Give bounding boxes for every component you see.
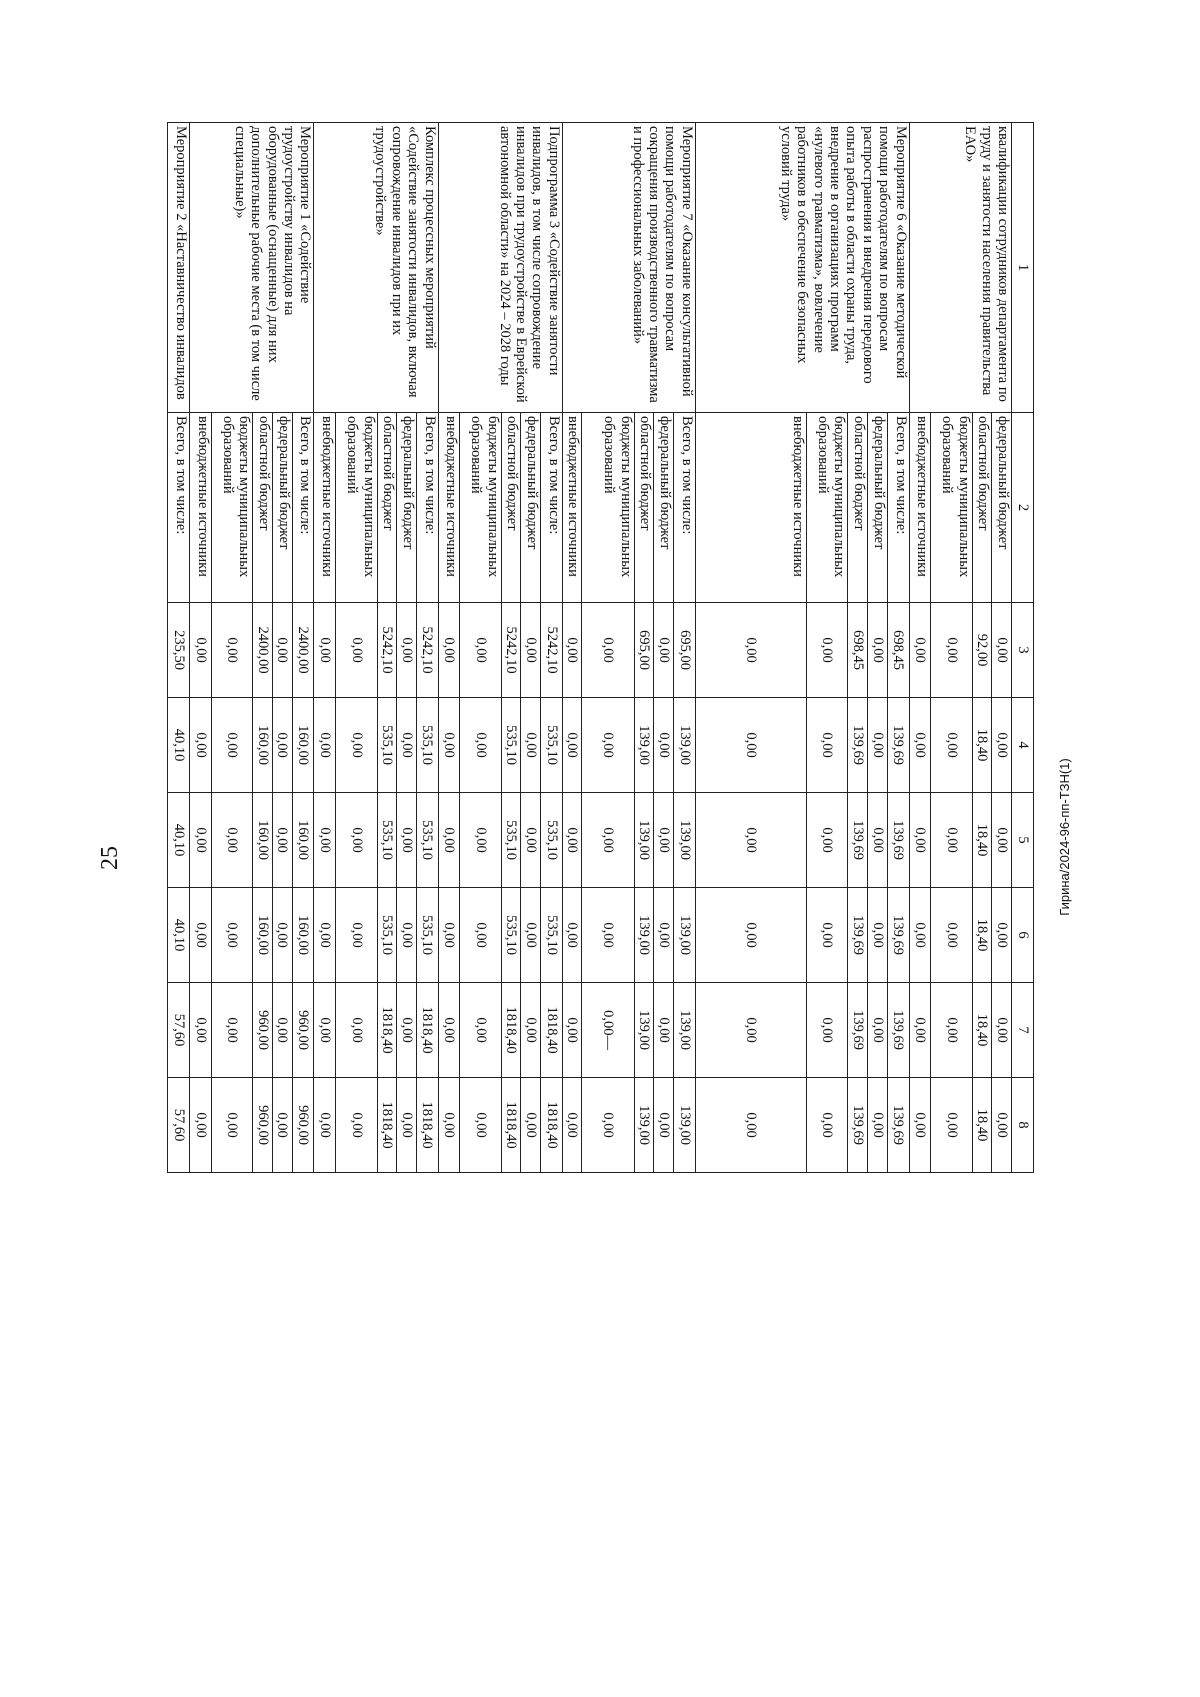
amount-cell: 5242,10 [501, 603, 521, 698]
funding-source-cell: федеральный бюджет [654, 413, 674, 603]
amount-cell: 57,60 [168, 1078, 190, 1173]
amount-cell: 0,00 [521, 603, 541, 698]
table-row [292, 123, 314, 1173]
program-name-cell: Мероприятие 6 «Оказание методической помощи работодателям по вопросам распространения и внедрения передового опыта работы в области охраны труда, внедрение в организациях программ «нулевого травматизма», вовлечение работников в обеспечение безопасных условий труда» [695, 123, 909, 413]
amount-cell: 0,00 [190, 603, 212, 698]
amount-cell: 139,69 [887, 1078, 909, 1173]
amount-cell: 0,00 [336, 603, 377, 698]
amount-cell: 18,40 [972, 793, 992, 888]
amount-cell: 2400,00 [292, 603, 314, 698]
amount-cell: 40,10 [168, 888, 190, 983]
amount-cell: 535,10 [377, 698, 397, 793]
funding-source-cell: внебюджетные источники [314, 413, 336, 603]
column-header: 5 [1012, 793, 1034, 888]
page-number: 25 [97, 846, 123, 870]
amount-cell: 139,00 [634, 1078, 654, 1173]
amount-cell: 0,00 [807, 698, 848, 793]
funding-source-cell: Всего, в том числе: [292, 413, 314, 603]
amount-cell: 40,10 [168, 698, 190, 793]
table-row [674, 123, 696, 1173]
amount-cell: 698,45 [848, 603, 868, 698]
funding-source-cell: областной бюджет [501, 413, 521, 603]
amount-cell: 0,00 [992, 603, 1012, 698]
amount-cell: 139,00 [674, 793, 696, 888]
amount-cell: 0,00 [909, 983, 931, 1078]
amount-cell: 0,00 [931, 603, 972, 698]
amount-cell: 695,00 [674, 603, 696, 698]
amount-cell: 18,40 [972, 1078, 992, 1173]
amount-cell: 160,00 [253, 793, 273, 888]
amount-cell: 0,00 [807, 983, 848, 1078]
amount-cell: 139,00 [634, 793, 654, 888]
amount-cell: 139,69 [848, 888, 868, 983]
amount-cell: 0,00 [562, 1078, 582, 1173]
amount-cell: 0,00 [211, 888, 252, 983]
amount-cell: 695,00 [634, 603, 654, 698]
amount-cell: 960,00 [292, 983, 314, 1078]
amount-cell: 0,00 [211, 698, 252, 793]
amount-cell: 0,00 [582, 793, 634, 888]
amount-cell: 139,69 [887, 793, 909, 888]
funding-source-cell: внебюджетные источники [909, 413, 931, 603]
amount-cell: 0,00 [992, 888, 1012, 983]
amount-cell: 0,00 [562, 888, 582, 983]
amount-cell: 139,00 [634, 888, 654, 983]
amount-cell: 0,00 [314, 793, 336, 888]
amount-cell: 0,00 [695, 603, 806, 698]
amount-cell: 0,00 [397, 603, 417, 698]
amount-cell: 139,00 [634, 698, 654, 793]
program-name-cell: Мероприятие 2 «Наставничество инвалидов [168, 123, 190, 413]
amount-cell: 139,69 [887, 698, 909, 793]
column-header: 1 [1012, 123, 1034, 413]
amount-cell: 0,00 [211, 983, 252, 1078]
amount-cell: 535,10 [377, 888, 397, 983]
funding-source-cell: бюджеты муниципальных образований [211, 413, 252, 603]
amount-cell: 0,00 [336, 888, 377, 983]
amount-cell: 0,00 [909, 888, 931, 983]
amount-cell: 0,00— [582, 983, 634, 1078]
amount-cell: 160,00 [253, 698, 273, 793]
amount-cell: 0,00 [438, 793, 460, 888]
amount-cell: 1818,40 [416, 1078, 438, 1173]
amount-cell: 0,00 [931, 793, 972, 888]
amount-cell: 0,00 [909, 1078, 931, 1173]
amount-cell: 0,00 [190, 698, 212, 793]
funding-source-cell: бюджеты муниципальных образований [460, 413, 501, 603]
amount-cell: 535,10 [541, 698, 563, 793]
amount-cell: 0,00 [868, 793, 888, 888]
amount-cell: 0,00 [582, 888, 634, 983]
amount-cell: 535,10 [501, 698, 521, 793]
amount-cell: 57,60 [168, 983, 190, 1078]
program-name-cell: Мероприятие 7 «Оказание консультативной помощи работодателям по вопросам сокращения производственного травматизма и профессиональных заболеваний» [562, 123, 695, 413]
amount-cell: 1818,40 [377, 983, 397, 1078]
amount-cell: 0,00 [695, 983, 806, 1078]
amount-cell: 0,00 [868, 603, 888, 698]
amount-cell: 139,69 [848, 983, 868, 1078]
amount-cell: 0,00 [909, 793, 931, 888]
amount-cell: 0,00 [521, 698, 541, 793]
column-header: 2 [1012, 413, 1034, 603]
amount-cell: 139,00 [674, 698, 696, 793]
amount-cell: 0,00 [695, 888, 806, 983]
amount-cell: 0,00 [397, 888, 417, 983]
header-row [1012, 123, 1034, 1173]
amount-cell: 0,00 [272, 888, 292, 983]
amount-cell: 0,00 [211, 1078, 252, 1173]
amount-cell: 0,00 [521, 793, 541, 888]
amount-cell: 535,10 [501, 793, 521, 888]
document-footer-code: Гирина/2024-96-пп-ТЗН(1) [1057, 758, 1072, 916]
amount-cell: 1818,40 [501, 983, 521, 1078]
funding-source-cell: внебюджетные источники [190, 413, 212, 603]
table-row [168, 123, 190, 1173]
funding-source-cell: федеральный бюджет [992, 413, 1012, 603]
amount-cell: 960,00 [292, 1078, 314, 1173]
amount-cell: 535,10 [416, 888, 438, 983]
amount-cell: 960,00 [253, 1078, 273, 1173]
funding-source-cell: внебюджетные источники [562, 413, 582, 603]
amount-cell: 139,00 [674, 1078, 696, 1173]
amount-cell: 139,69 [887, 888, 909, 983]
column-header: 7 [1012, 983, 1034, 1078]
amount-cell: 0,00 [272, 1078, 292, 1173]
funding-source-cell: Всего, в том числе: [887, 413, 909, 603]
amount-cell: 535,10 [541, 793, 563, 888]
amount-cell: 535,10 [416, 698, 438, 793]
amount-cell: 0,00 [460, 983, 501, 1078]
amount-cell: 0,00 [397, 1078, 417, 1173]
amount-cell: 18,40 [972, 888, 992, 983]
amount-cell: 139,69 [887, 983, 909, 1078]
table-row [541, 123, 563, 1173]
amount-cell: 2400,00 [253, 603, 273, 698]
amount-cell: 0,00 [460, 1078, 501, 1173]
amount-cell: 0,00 [992, 793, 1012, 888]
amount-cell: 0,00 [438, 888, 460, 983]
amount-cell: 0,00 [654, 698, 674, 793]
amount-cell: 0,00 [868, 698, 888, 793]
amount-cell: 160,00 [253, 888, 273, 983]
funding-source-cell: федеральный бюджет [868, 413, 888, 603]
funding-source-cell: областной бюджет [972, 413, 992, 603]
amount-cell: 0,00 [521, 1078, 541, 1173]
amount-cell: 0,00 [562, 603, 582, 698]
amount-cell: 0,00 [190, 888, 212, 983]
amount-cell: 160,00 [292, 698, 314, 793]
amount-cell: 0,00 [460, 793, 501, 888]
rotated-table-container [167, 122, 1034, 1172]
amount-cell: 5242,10 [541, 603, 563, 698]
amount-cell: 139,69 [848, 1078, 868, 1173]
amount-cell: 0,00 [562, 983, 582, 1078]
funding-source-cell: внебюджетные источники [695, 413, 806, 603]
amount-cell: 0,00 [314, 888, 336, 983]
amount-cell: 160,00 [292, 888, 314, 983]
amount-cell: 40,10 [168, 793, 190, 888]
funding-table [167, 122, 1034, 1173]
amount-cell: 0,00 [562, 793, 582, 888]
amount-cell: 0,00 [460, 603, 501, 698]
funding-source-cell: федеральный бюджет [521, 413, 541, 603]
amount-cell: 0,00 [314, 603, 336, 698]
column-header: 8 [1012, 1078, 1034, 1173]
amount-cell: 0,00 [190, 793, 212, 888]
amount-cell: 139,00 [634, 983, 654, 1078]
amount-cell: 1818,40 [541, 983, 563, 1078]
amount-cell: 0,00 [562, 698, 582, 793]
column-header: 6 [1012, 888, 1034, 983]
amount-cell: 5242,10 [416, 603, 438, 698]
amount-cell: 0,00 [397, 983, 417, 1078]
funding-source-cell: областной бюджет [253, 413, 273, 603]
amount-cell: 0,00 [460, 888, 501, 983]
amount-cell: 0,00 [438, 698, 460, 793]
amount-cell: 0,00 [272, 698, 292, 793]
amount-cell: 535,10 [501, 888, 521, 983]
amount-cell: 960,00 [253, 983, 273, 1078]
amount-cell: 0,00 [211, 603, 252, 698]
amount-cell: 0,00 [807, 793, 848, 888]
amount-cell: 0,00 [807, 603, 848, 698]
program-name-cell: Мероприятие 1 «Содействие трудоустройству инвалидов на оборудованные (оснащенные) для них дополнительные рабочие места (в том числе специальные)» [190, 123, 314, 413]
amount-cell: 1818,40 [541, 1078, 563, 1173]
amount-cell: 18,40 [972, 698, 992, 793]
funding-source-cell: внебюджетные источники [438, 413, 460, 603]
program-name-cell: квалификации сотрудников департамента по труду и занятости населения правительства ЕАО» [909, 123, 1011, 413]
amount-cell: 535,10 [541, 888, 563, 983]
amount-cell: 0,00 [397, 698, 417, 793]
amount-cell: 0,00 [909, 603, 931, 698]
funding-source-cell: Всего, в том числе: [674, 413, 696, 603]
amount-cell: 0,00 [654, 793, 674, 888]
funding-source-cell: бюджеты муниципальных образований [336, 413, 377, 603]
amount-cell: 0,00 [521, 983, 541, 1078]
amount-cell: 0,00 [807, 1078, 848, 1173]
amount-cell: 0,00 [931, 983, 972, 1078]
amount-cell: 0,00 [695, 698, 806, 793]
table-row [887, 123, 909, 1173]
amount-cell: 5242,10 [377, 603, 397, 698]
amount-cell: 0,00 [654, 983, 674, 1078]
amount-cell: 0,00 [190, 1078, 212, 1173]
amount-cell: 0,00 [211, 793, 252, 888]
amount-cell: 0,00 [460, 698, 501, 793]
amount-cell: 0,00 [438, 603, 460, 698]
amount-cell: 0,00 [582, 1078, 634, 1173]
amount-cell: 0,00 [909, 698, 931, 793]
amount-cell: 0,00 [992, 983, 1012, 1078]
funding-source-cell: Всего, в том числе: [416, 413, 438, 603]
amount-cell: 0,00 [438, 983, 460, 1078]
funding-source-cell: Всего, в том числе: [168, 413, 190, 603]
amount-cell: 1818,40 [501, 1078, 521, 1173]
amount-cell: 535,10 [377, 793, 397, 888]
amount-cell: 0,00 [868, 1078, 888, 1173]
amount-cell: 139,00 [674, 983, 696, 1078]
amount-cell: 0,00 [868, 983, 888, 1078]
table-row [416, 123, 438, 1173]
amount-cell: 139,69 [848, 793, 868, 888]
amount-cell: 535,10 [416, 793, 438, 888]
amount-cell: 235,50 [168, 603, 190, 698]
amount-cell: 0,00 [654, 888, 674, 983]
amount-cell: 0,00 [336, 983, 377, 1078]
amount-cell: 1818,40 [377, 1078, 397, 1173]
funding-source-cell: федеральный бюджет [397, 413, 417, 603]
amount-cell: 0,00 [272, 983, 292, 1078]
amount-cell: 0,00 [521, 888, 541, 983]
amount-cell: 698,45 [887, 603, 909, 698]
funding-source-cell: Всего, в том числе: [541, 413, 563, 603]
program-name-cell: Комплекс процессных мероприятий «Содействие занятости инвалидов, включая сопровождение инвалидов при их трудоустройстве» [314, 123, 438, 413]
amount-cell: 0,00 [931, 1078, 972, 1173]
amount-cell: 0,00 [868, 888, 888, 983]
funding-source-cell: областной бюджет [634, 413, 654, 603]
amount-cell: 0,00 [654, 1078, 674, 1173]
amount-cell: 0,00 [272, 793, 292, 888]
program-name-cell: Подпрограмма 3 «Содействие занятости инвалидов, в том числе сопровождение инвалидов при трудоустройстве в Еврейской автономной области» на 2024 – 2028 годы [438, 123, 562, 413]
amount-cell: 0,00 [314, 983, 336, 1078]
amount-cell: 0,00 [582, 698, 634, 793]
amount-cell: 0,00 [695, 793, 806, 888]
amount-cell: 160,00 [292, 793, 314, 888]
funding-source-cell: бюджеты муниципальных образований [582, 413, 634, 603]
funding-source-cell: областной бюджет [848, 413, 868, 603]
amount-cell: 92,00 [972, 603, 992, 698]
column-header: 4 [1012, 698, 1034, 793]
amount-cell: 0,00 [931, 888, 972, 983]
amount-cell: 139,00 [674, 888, 696, 983]
amount-cell: 0,00 [190, 983, 212, 1078]
table-row [992, 123, 1012, 1173]
amount-cell: 0,00 [582, 603, 634, 698]
funding-source-cell: федеральный бюджет [272, 413, 292, 603]
amount-cell: 0,00 [397, 793, 417, 888]
amount-cell: 0,00 [992, 1078, 1012, 1173]
amount-cell: 0,00 [438, 1078, 460, 1173]
amount-cell: 1818,40 [416, 983, 438, 1078]
amount-cell: 0,00 [931, 698, 972, 793]
amount-cell: 0,00 [314, 698, 336, 793]
amount-cell: 0,00 [314, 1078, 336, 1173]
amount-cell: 18,40 [972, 983, 992, 1078]
funding-source-cell: бюджеты муниципальных образований [931, 413, 972, 603]
amount-cell: 0,00 [272, 603, 292, 698]
amount-cell: 0,00 [695, 1078, 806, 1173]
amount-cell: 139,69 [848, 698, 868, 793]
amount-cell: 0,00 [654, 603, 674, 698]
amount-cell: 0,00 [336, 793, 377, 888]
amount-cell: 0,00 [807, 888, 848, 983]
amount-cell: 0,00 [336, 1078, 377, 1173]
column-header: 3 [1012, 603, 1034, 698]
funding-source-cell: бюджеты муниципальных образований [807, 413, 848, 603]
funding-source-cell: областной бюджет [377, 413, 397, 603]
amount-cell: 0,00 [992, 698, 1012, 793]
amount-cell: 0,00 [336, 698, 377, 793]
